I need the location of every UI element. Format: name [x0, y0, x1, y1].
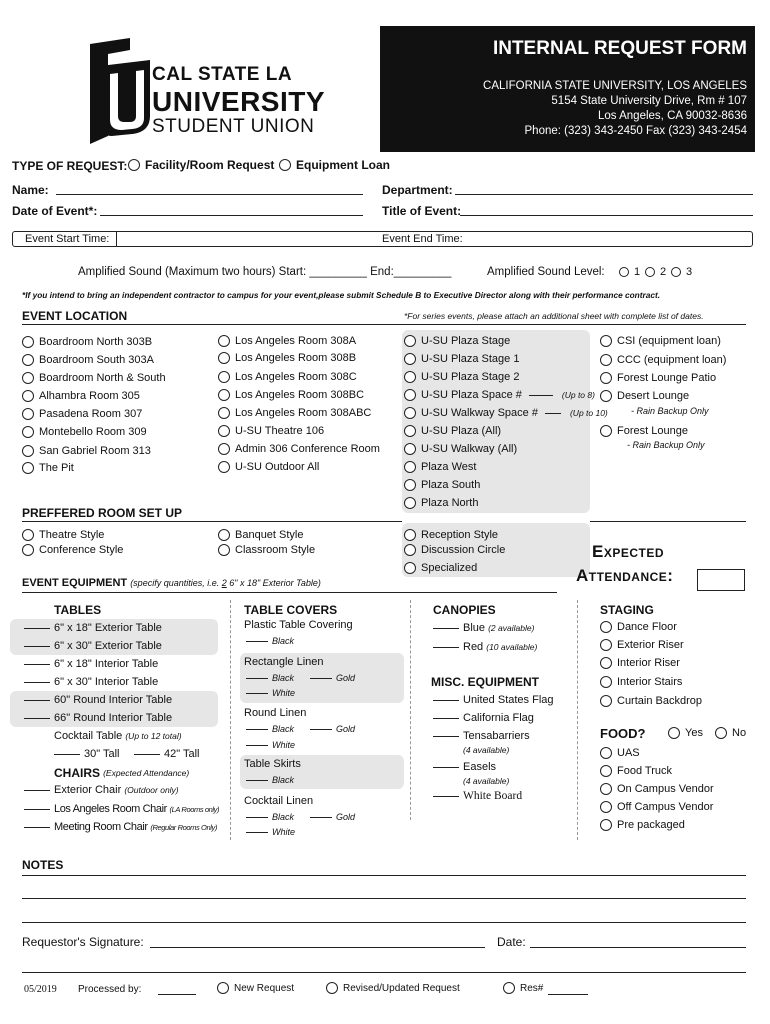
radio-circle-icon[interactable]	[671, 267, 681, 277]
radio-circle-icon[interactable]	[503, 982, 515, 994]
quantity-field[interactable]	[24, 809, 50, 810]
start-time-label: Event Start Time:	[25, 233, 110, 245]
radio-circle-icon[interactable]	[22, 426, 34, 438]
staging-exterior-riser[interactable]: Exterior Riser	[600, 639, 684, 651]
plastic-black[interactable]: Black	[246, 636, 294, 646]
setup-classroom[interactable]: Classroom Style	[218, 544, 315, 556]
cocktail-30-tall[interactable]: 30" Tall	[54, 748, 120, 760]
location-boardroom-north[interactable]: Boardroom North 303B	[22, 336, 152, 348]
canopy-blue[interactable]: Blue (2 available)	[433, 622, 534, 634]
location-plaza-south[interactable]: Plaza South	[404, 479, 480, 491]
divider	[590, 521, 746, 522]
quantity-field[interactable]	[310, 678, 332, 679]
cocktail-linen-label: Cocktail Linen	[244, 795, 314, 807]
radio-circle-icon[interactable]	[404, 389, 416, 401]
radio-circle-icon[interactable]	[600, 819, 612, 831]
location-ccc[interactable]: CCC (equipment loan)	[600, 354, 726, 366]
quantity-field[interactable]	[246, 641, 268, 642]
radio-circle-icon[interactable]	[600, 621, 612, 633]
contractor-note: *If you intend to bring an independent contractor to campus for your event,please submit Schedule B to Executive Director along with their performance contract.	[22, 290, 661, 300]
setup-conference[interactable]: Conference Style	[22, 544, 123, 556]
radio-circle-icon[interactable]	[404, 479, 416, 491]
divider	[22, 972, 746, 973]
radio-circle-icon[interactable]	[218, 352, 230, 364]
option-equipment-loan[interactable]: Equipment Loan	[279, 158, 390, 172]
table-item[interactable]: 6" x 18" Interior Table	[24, 658, 158, 670]
res-number-field[interactable]	[548, 994, 588, 995]
availability-note: (4 available)	[463, 776, 510, 786]
radio-circle-icon[interactable]	[217, 982, 229, 994]
radio-circle-icon[interactable]	[600, 390, 612, 402]
setup-discussion-circle[interactable]: Discussion Circle	[404, 544, 505, 556]
radio-circle-icon[interactable]	[218, 529, 230, 541]
form-version: 05/2019	[24, 984, 57, 995]
signature-field[interactable]	[150, 947, 485, 948]
tables-title: TABLES	[54, 603, 102, 617]
column-divider	[230, 600, 231, 840]
location-boardroom-south[interactable]: Boardroom South 303A	[22, 354, 154, 366]
department-field[interactable]	[455, 194, 753, 195]
notes-line[interactable]	[22, 898, 746, 899]
divider	[22, 521, 402, 522]
radio-circle-icon[interactable]	[218, 443, 230, 455]
quantity-field[interactable]	[24, 718, 50, 719]
radio-circle-icon[interactable]	[404, 371, 416, 383]
location-plaza-stage-1[interactable]: U-SU Plaza Stage 1	[404, 353, 519, 365]
round-linen-label: Round Linen	[244, 707, 307, 719]
food-label: FOOD?	[600, 726, 646, 741]
quantity-field[interactable]	[246, 745, 268, 746]
radio-circle-icon[interactable]	[404, 335, 416, 347]
end-time-label: Event End Time:	[382, 233, 463, 245]
radio-circle-icon[interactable]	[22, 336, 34, 348]
food-yes[interactable]: Yes	[668, 727, 703, 739]
radio-circle-icon[interactable]	[600, 335, 612, 347]
location-usu-theatre[interactable]: U-SU Theatre 106	[218, 425, 324, 437]
radio-circle-icon[interactable]	[600, 425, 612, 437]
radio-circle-icon[interactable]	[600, 747, 612, 759]
table-skirts-label: Table Skirts	[244, 758, 301, 770]
table-item[interactable]: 60" Round Interior Table	[24, 694, 172, 706]
table-item[interactable]: 6" x 30" Exterior Table	[24, 640, 162, 652]
food-off-campus-vendor[interactable]: Off Campus Vendor	[600, 801, 713, 813]
quantity-field[interactable]	[310, 817, 332, 818]
event-location-title: EVENT LOCATION	[22, 309, 128, 323]
setup-banquet[interactable]: Banquet Style	[218, 529, 304, 541]
round-gold[interactable]: Gold	[310, 724, 355, 734]
radio-circle-icon[interactable]	[22, 372, 34, 384]
radio-circle-icon[interactable]	[218, 335, 230, 347]
radio-circle-icon[interactable]	[279, 159, 291, 171]
quantity-field[interactable]	[433, 796, 459, 797]
location-plaza-all[interactable]: U-SU Plaza (All)	[404, 425, 501, 437]
divider	[22, 592, 557, 593]
logo-line2: UNIVERSITY	[152, 86, 326, 117]
logo-mark-icon	[60, 36, 160, 146]
misc-easels[interactable]: Easels	[433, 761, 496, 773]
notes-title: NOTES	[22, 858, 64, 872]
staging-interior-stairs[interactable]: Interior Stairs	[600, 676, 682, 688]
location-boardroom-north-south[interactable]: Boardroom North & South	[22, 372, 166, 384]
chair-exterior[interactable]: Exterior Chair (Outdoor only)	[24, 784, 179, 796]
footer-new-request[interactable]: New Request	[217, 982, 294, 994]
date-label: Date:	[497, 935, 526, 949]
location-la-308a[interactable]: Los Angeles Room 308A	[218, 335, 356, 347]
setup-specialized[interactable]: Specialized	[404, 562, 477, 574]
setup-theatre[interactable]: Theatre Style	[22, 529, 104, 541]
staging-title: STAGING	[600, 603, 654, 617]
rect-white[interactable]: White	[246, 688, 295, 698]
radio-circle-icon[interactable]	[619, 267, 629, 277]
event-equipment-title: EVENT EQUIPMENT (specify quantities, i.e. 2 6" x 18" Exterior Table)	[22, 577, 321, 589]
misc-white-board[interactable]: White Board	[433, 790, 522, 802]
quantity-field[interactable]	[433, 628, 459, 629]
expected-attendance-label-2: Attendance:	[576, 566, 674, 585]
name-field[interactable]	[56, 194, 363, 195]
location-usu-outdoor-all[interactable]: U-SU Outdoor All	[218, 461, 319, 473]
rect-gold[interactable]: Gold	[310, 673, 355, 683]
quantity-field[interactable]	[433, 700, 459, 701]
header-phone: Phone: (323) 343-2450 Fax (323) 343-2454	[524, 125, 747, 137]
rect-black[interactable]: Black	[246, 673, 294, 683]
radio-circle-icon[interactable]	[22, 462, 34, 474]
radio-circle-icon[interactable]	[218, 425, 230, 437]
cocktail-gold[interactable]: Gold	[310, 812, 355, 822]
radio-circle-icon[interactable]	[22, 529, 34, 541]
location-the-pit[interactable]: The Pit	[22, 462, 74, 474]
amplified-level-2[interactable]: 2	[645, 266, 666, 278]
logo-line3: STUDENT UNION	[152, 116, 315, 137]
notes-line[interactable]	[22, 922, 746, 923]
column-divider	[410, 600, 411, 820]
expected-attendance-input[interactable]	[697, 569, 745, 591]
type-of-request-label: TYPE OF REQUEST:	[12, 159, 128, 173]
location-admin-306[interactable]: Admin 306 Conference Room	[218, 443, 380, 455]
radio-circle-icon[interactable]	[22, 354, 34, 366]
radio-circle-icon[interactable]	[715, 727, 727, 739]
cocktail-table-label: Cocktail Table (Up to 12 total)	[54, 730, 182, 742]
logo	[60, 36, 360, 146]
date-of-event-label: Date of Event*:	[12, 204, 98, 218]
location-la-308bc[interactable]: Los Angeles Room 308BC	[218, 389, 364, 401]
location-alhambra[interactable]: Alhambra Room 305	[22, 390, 140, 402]
location-desert-lounge[interactable]: Desert Lounge	[600, 390, 689, 402]
radio-circle-icon[interactable]	[600, 695, 612, 707]
notes-line[interactable]	[22, 875, 746, 876]
table-item[interactable]: 66" Round Interior Table	[24, 712, 172, 724]
location-la-308b[interactable]: Los Angeles Room 308B	[218, 352, 356, 364]
amplified-sound-times: Amplified Sound (Maximum two hours) Start: _________ End:_________	[78, 266, 452, 278]
setup-reception[interactable]: Reception Style	[404, 529, 498, 541]
radio-circle-icon[interactable]	[218, 371, 230, 383]
quantity-field[interactable]	[24, 628, 50, 629]
radio-circle-icon[interactable]	[404, 562, 416, 574]
rain-backup-note: - Rain Backup Only	[631, 406, 709, 416]
location-walkway-all[interactable]: U-SU Walkway (All)	[404, 443, 517, 455]
quantity-field[interactable]	[24, 664, 50, 665]
staging-dance-floor[interactable]: Dance Floor	[600, 621, 677, 633]
quantity-field[interactable]	[246, 780, 268, 781]
radio-circle-icon[interactable]	[600, 676, 612, 688]
form-title: INTERNAL REQUEST FORM	[492, 38, 747, 59]
name-label: Name:	[12, 183, 49, 197]
canopy-red[interactable]: Red (10 available)	[433, 641, 537, 653]
chair-la-room[interactable]: Los Angeles Room Chair (LA Rooms only)	[24, 803, 219, 815]
location-montebello[interactable]: Montebello Room 309	[22, 426, 147, 438]
table-item[interactable]: 6" x 18" Exterior Table	[24, 622, 162, 634]
radio-circle-icon[interactable]	[600, 354, 612, 366]
location-pasadena[interactable]: Pasadena Room 307	[22, 408, 142, 420]
quantity-field[interactable]	[310, 729, 332, 730]
staging-curtain-backdrop[interactable]: Curtain Backdrop	[600, 695, 702, 707]
misc-us-flag[interactable]: United States Flag	[433, 694, 554, 706]
column-divider	[577, 600, 578, 840]
location-plaza-north[interactable]: Plaza North	[404, 497, 478, 509]
quantity-field[interactable]	[433, 718, 459, 719]
location-forest-lounge-patio[interactable]: Forest Lounge Patio	[600, 372, 716, 384]
location-walkway-space[interactable]: U-SU Walkway Space # (Up to 10)	[404, 407, 608, 419]
quantity-field[interactable]	[246, 693, 268, 694]
radio-circle-icon[interactable]	[668, 727, 680, 739]
radio-circle-icon[interactable]	[600, 639, 612, 651]
amplified-level-3[interactable]: 3	[671, 266, 692, 278]
radio-circle-icon[interactable]	[600, 783, 612, 795]
date-of-event-field[interactable]	[100, 215, 363, 216]
location-san-gabriel[interactable]: San Gabriel Room 313	[22, 445, 151, 457]
radio-circle-icon[interactable]	[326, 982, 338, 994]
start-time-field[interactable]	[116, 232, 378, 246]
footer-revised-request[interactable]: Revised/Updated Request	[326, 982, 460, 994]
radio-circle-icon[interactable]	[218, 544, 230, 556]
radio-circle-icon[interactable]	[404, 407, 416, 419]
quantity-field[interactable]	[246, 729, 268, 730]
radio-circle-icon[interactable]	[600, 801, 612, 813]
footer-res-number[interactable]: Res#	[503, 982, 543, 994]
radio-circle-icon[interactable]	[128, 159, 140, 171]
quantity-field[interactable]	[54, 754, 80, 755]
location-la-308abc[interactable]: Los Angeles Room 308ABC	[218, 407, 371, 419]
title-of-event-field[interactable]	[460, 215, 753, 216]
table-item[interactable]: 6" x 30" Interior Table	[24, 676, 158, 688]
chairs-title: CHAIRS (Expected Attendance)	[54, 766, 190, 780]
quantity-field[interactable]	[24, 827, 50, 828]
radio-circle-icon[interactable]	[404, 353, 416, 365]
radio-circle-icon[interactable]	[404, 443, 416, 455]
walkway-space-number-field[interactable]	[545, 413, 561, 414]
location-forest-lounge[interactable]: Forest Lounge	[600, 425, 688, 437]
quantity-field[interactable]	[433, 736, 459, 737]
quantity-field[interactable]	[246, 832, 268, 833]
round-white[interactable]: White	[246, 740, 295, 750]
header-address-1: CALIFORNIA STATE UNIVERSITY, LOS ANGELES	[483, 80, 747, 92]
cocktail-black[interactable]: Black	[246, 812, 294, 822]
radio-circle-icon[interactable]	[404, 544, 416, 556]
radio-circle-icon[interactable]	[404, 497, 416, 509]
department-label: Department:	[382, 183, 453, 197]
misc-ca-flag[interactable]: California Flag	[433, 712, 534, 724]
location-plaza-space[interactable]: U-SU Plaza Space # (Up to 8)	[404, 389, 595, 401]
cocktail-42-tall[interactable]: 42" Tall	[134, 748, 200, 760]
date-field[interactable]	[530, 947, 746, 948]
radio-circle-icon[interactable]	[404, 425, 416, 437]
food-truck[interactable]: Food Truck	[600, 765, 672, 777]
plastic-covering-label: Plastic Table Covering	[244, 619, 353, 631]
food-no[interactable]: No	[715, 727, 746, 739]
room-setup-title: PREFFERED ROOM SET UP	[22, 506, 183, 520]
radio-circle-icon[interactable]	[404, 529, 416, 541]
radio-circle-icon[interactable]	[600, 657, 612, 669]
radio-circle-icon[interactable]	[218, 407, 230, 419]
canopies-title: CANOPIES	[433, 603, 496, 617]
availability-note: (4 available)	[463, 745, 510, 755]
header-address-2: 5154 State University Drive, Rm # 107	[551, 95, 747, 107]
plaza-space-number-field[interactable]	[529, 395, 553, 396]
quantity-field[interactable]	[433, 767, 459, 768]
quantity-field[interactable]	[24, 646, 50, 647]
logo-line1: CAL STATE LA	[152, 64, 293, 85]
radio-circle-icon[interactable]	[22, 544, 34, 556]
expected-attendance-label-1: Expected	[592, 542, 665, 561]
rectangle-linen-label: Rectangle Linen	[244, 656, 324, 668]
radio-circle-icon[interactable]	[22, 408, 34, 420]
quantity-field[interactable]	[246, 817, 268, 818]
food-uas[interactable]: UAS	[600, 747, 640, 759]
divider	[22, 324, 746, 325]
table-covers-title: TABLE COVERS	[244, 603, 338, 617]
location-plaza-west[interactable]: Plaza West	[404, 461, 476, 473]
quantity-field[interactable]	[24, 700, 50, 701]
radio-circle-icon[interactable]	[600, 372, 612, 384]
radio-circle-icon[interactable]	[600, 765, 612, 777]
processed-by-field[interactable]	[158, 994, 196, 995]
amplified-level-1[interactable]: 1	[619, 266, 640, 278]
option-facility-room[interactable]: Facility/Room Request	[128, 158, 274, 172]
quantity-field[interactable]	[433, 647, 459, 648]
title-of-event-label: Title of Event:	[382, 204, 462, 218]
series-note: *For series events, please attach an additional sheet with complete list of dates.	[404, 311, 704, 321]
radio-circle-icon[interactable]	[22, 445, 34, 457]
location-csi[interactable]: CSI (equipment loan)	[600, 335, 721, 347]
radio-circle-icon[interactable]	[218, 461, 230, 473]
rain-backup-note: - Rain Backup Only	[627, 440, 705, 450]
quantity-field[interactable]	[246, 678, 268, 679]
food-on-campus-vendor[interactable]: On Campus Vendor	[600, 783, 714, 795]
location-plaza-stage-2[interactable]: U-SU Plaza Stage 2	[404, 371, 519, 383]
location-la-308c[interactable]: Los Angeles Room 308C	[218, 371, 357, 383]
staging-interior-riser[interactable]: Interior Riser	[600, 657, 680, 669]
signature-label: Requestor's Signature:	[22, 935, 144, 949]
round-black[interactable]: Black	[246, 724, 294, 734]
radio-circle-icon[interactable]	[404, 461, 416, 473]
radio-circle-icon[interactable]	[645, 267, 655, 277]
radio-circle-icon[interactable]	[22, 390, 34, 402]
quantity-field[interactable]	[24, 790, 50, 791]
header-box	[380, 26, 755, 152]
quantity-field[interactable]	[134, 754, 160, 755]
header-address-3: Los Angeles, CA 90032-8636	[598, 110, 747, 122]
misc-equipment-title: MISC. EQUIPMENT	[431, 675, 540, 689]
amplified-level-label: Amplified Sound Level:	[487, 266, 605, 278]
radio-circle-icon[interactable]	[218, 389, 230, 401]
skirts-black[interactable]: Black	[246, 775, 294, 785]
chair-meeting-room[interactable]: Meeting Room Chair (Regular Rooms Only)	[24, 821, 217, 833]
location-plaza-stage[interactable]: U-SU Plaza Stage	[404, 335, 510, 347]
processed-by-label: Processed by:	[78, 984, 142, 995]
cocktail-white[interactable]: White	[246, 827, 295, 837]
food-pre-packaged[interactable]: Pre packaged	[600, 819, 685, 831]
quantity-field[interactable]	[24, 682, 50, 683]
misc-tensabarriers[interactable]: Tensabarriers	[433, 730, 530, 742]
